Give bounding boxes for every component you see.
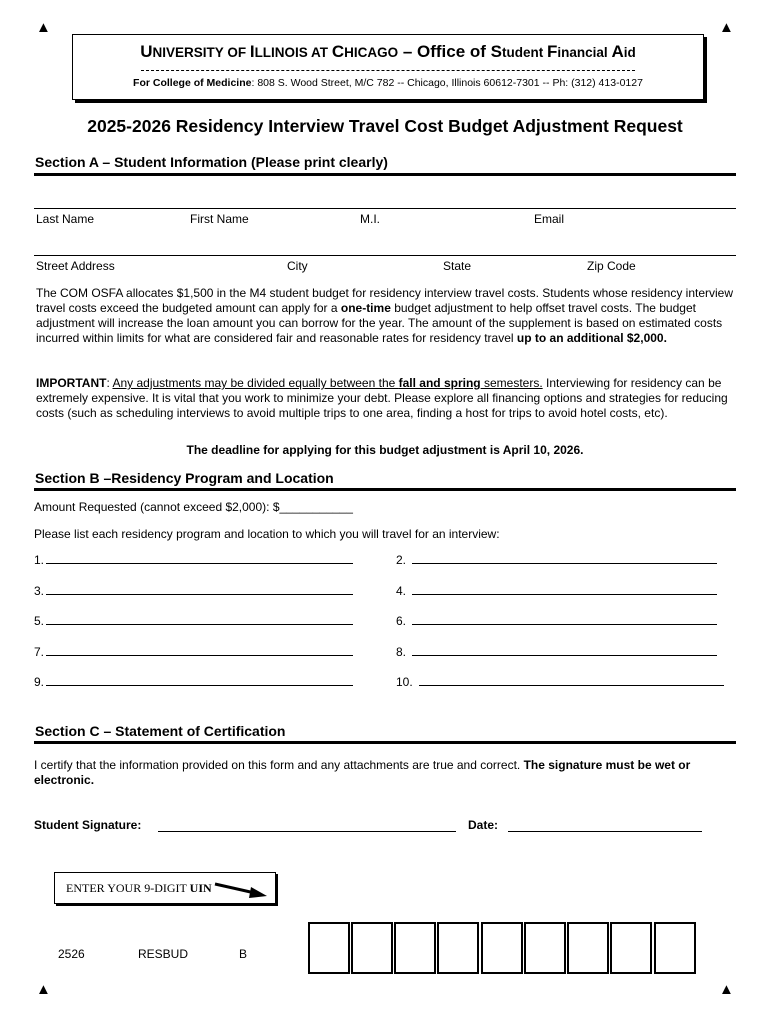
letterhead-address [73, 77, 703, 89]
uin-digit-box-1[interactable] [308, 922, 350, 974]
form-code-version: B [239, 947, 248, 961]
program-line-3[interactable] [34, 583, 353, 598]
title-small: LLINOIS AT [254, 45, 332, 60]
address-line: : 808 S. Wood Street, M/C 782 -- Chicago, Illinois 60612-7301 -- Ph: (312) 413-0127 [251, 77, 643, 89]
title-small: tudent [502, 45, 548, 60]
middle-initial-label: M.I. [360, 212, 380, 226]
date-label: Date: [468, 818, 499, 832]
uin-digit-box-6[interactable] [524, 922, 566, 974]
uin-instruction [66, 881, 212, 896]
program-line-7[interactable] [34, 644, 353, 659]
section-b-rule [34, 488, 736, 491]
corner-mark-top-right: ▲ [719, 19, 734, 36]
item-number: 10. [396, 675, 413, 689]
arrow-right-icon [213, 880, 269, 900]
program-line-9[interactable] [34, 674, 353, 689]
program-line-6[interactable] [396, 613, 717, 628]
important-label: IMPORTANT [36, 376, 107, 390]
form-code-type: RESBUD [138, 947, 189, 961]
corner-mark-bottom-left: ▲ [36, 981, 51, 998]
uin-digit-box-8[interactable] [610, 922, 652, 974]
corner-mark-top-left: ▲ [36, 19, 51, 36]
street-address-label: Street Address [36, 259, 115, 273]
uin-digit-box-9[interactable] [654, 922, 696, 974]
uin-digit-box-4[interactable] [437, 922, 479, 974]
certification-statement [34, 758, 736, 788]
section-a-heading: Section A – Student Information (Please print clearly) [35, 154, 388, 170]
uin-label: UIN [189, 881, 212, 895]
uin-instruction-box [54, 872, 276, 904]
program-list-instructions: Please list each residency program and location to which you will travel for an interview: [34, 527, 500, 541]
program-line-8[interactable] [396, 644, 717, 659]
name-row-line[interactable] [34, 208, 736, 209]
item-number: 7. [34, 645, 45, 659]
adjustment-note: Any adjustments may be divided equally between the [112, 376, 399, 390]
email-label: Email [534, 212, 565, 226]
corner-mark-bottom-right: ▲ [719, 981, 734, 998]
title-cap: C [331, 42, 345, 61]
item-number: 3. [34, 584, 45, 598]
allocation-paragraph [36, 286, 736, 346]
address-row-line[interactable] [34, 255, 736, 256]
uin-digit-box-7[interactable] [567, 922, 609, 974]
title-small: NIVERSITY OF [152, 45, 250, 60]
title-cap: U [140, 42, 153, 61]
program-line-2[interactable] [396, 552, 717, 567]
title-office: – Office of S [398, 42, 503, 61]
letterhead-box [72, 34, 704, 100]
item-number: 6. [396, 614, 407, 628]
para-text: : [106, 376, 113, 390]
program-line-5[interactable] [34, 613, 353, 628]
date-line[interactable] [508, 818, 702, 832]
item-number: 5. [34, 614, 45, 628]
item-number: 8. [396, 645, 407, 659]
important-paragraph [36, 376, 736, 421]
section-c-heading: Section C – Statement of Certification [35, 723, 286, 739]
signature-requirement: The signature must be wet or electronic. [34, 758, 691, 787]
uin-instruction-text: ENTER YOUR 9-DIGIT [66, 881, 190, 895]
signature-line[interactable] [158, 818, 456, 832]
para-text: budget adjustment to help offset travel costs. The budget adjustment will increase the loan amount you can borrow for the year. The amount of the supplement is based on estimated costs incurred within limits for what are considered fair and reasonable rates for residency travel [36, 301, 723, 345]
para-text: The COM OSFA allocates $1,500 in the M4 student budget for residency interview travel costs. Students whose residency interview travel costs exceed the budgeted amount can apply for a [36, 286, 734, 315]
city-label: City [287, 259, 308, 273]
state-label: State [443, 259, 472, 273]
program-line-10[interactable] [396, 674, 724, 689]
zip-code-label: Zip Code [587, 259, 636, 273]
student-signature-label: Student Signature: [34, 818, 142, 832]
college-name: For College of Medicine [133, 77, 252, 89]
amount-requested-field[interactable]: Amount Requested (cannot exceed $2,000): $___________ [34, 500, 353, 514]
item-number: 4. [396, 584, 407, 598]
title-small: HICAGO [344, 45, 399, 60]
title-small: id [623, 45, 636, 60]
item-number: 9. [34, 675, 45, 689]
item-number: 2. [396, 553, 407, 567]
form-code-year: 2526 [58, 947, 85, 961]
program-line-4[interactable] [396, 583, 717, 598]
item-number: 1. [34, 553, 45, 567]
letterhead-title [73, 42, 703, 62]
letterhead-divider [141, 70, 635, 71]
title-cap: A [611, 42, 624, 61]
title-small: inancial [557, 45, 612, 60]
semesters-emphasis: fall and spring [398, 376, 481, 390]
one-time-emphasis: one-time [340, 301, 391, 315]
title-cap: F [547, 42, 558, 61]
last-name-label: Last Name [36, 212, 95, 226]
para-text: Interviewing for residency can be extremely expensive. It is vital that you work to minimize your debt. Please explore all financing options and strategies for reducing costs (such as scheduling interviews to avoid multiple trips to one area, finding a host for trips to avoid hotel costs, etc). [36, 376, 728, 420]
uin-digit-box-2[interactable] [351, 922, 393, 974]
deadline-notice: The deadline for applying for this budget adjustment is April 10, 2026. [186, 443, 584, 457]
first-name-label: First Name [190, 212, 249, 226]
section-c-rule [34, 741, 736, 744]
uin-digit-box-5[interactable] [481, 922, 523, 974]
uin-digit-box-3[interactable] [394, 922, 436, 974]
section-b-heading: Section B –Residency Program and Location [35, 470, 334, 486]
title-cap: I [249, 42, 255, 61]
max-amount-emphasis: up to an additional $2,000. [516, 331, 667, 345]
program-line-1[interactable] [34, 552, 353, 567]
cert-text: I certify that the information provided on this form and any attachments are true and correct. [34, 758, 524, 772]
page-title: 2025-2026 Residency Interview Travel Cost Budget Adjustment Request [87, 116, 683, 136]
section-a-rule [34, 173, 736, 176]
adjustment-note: semesters. [480, 376, 543, 390]
